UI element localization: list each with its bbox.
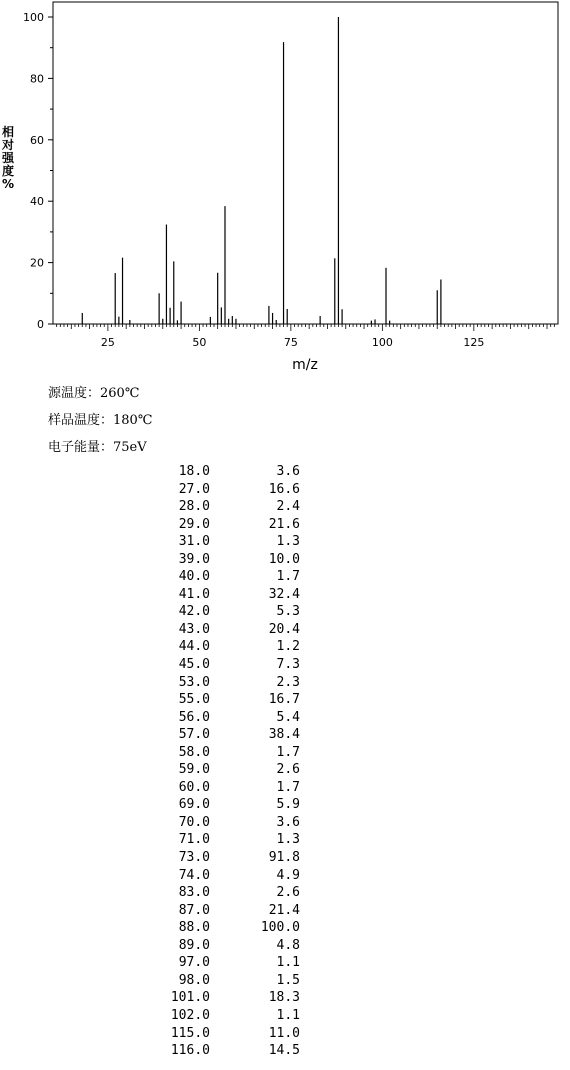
peak-row <box>150 937 310 955</box>
y-axis-ticks <box>23 11 53 331</box>
x-tick-label: 100 <box>371 336 393 349</box>
peak-mz: 60.0 <box>178 779 210 795</box>
peak-row <box>150 849 310 867</box>
y-tick-label: 20 <box>30 256 44 270</box>
peak-abundance: 1.3 <box>276 534 300 550</box>
peak-abundance: 11.0 <box>268 1025 300 1041</box>
peak-row <box>150 516 310 534</box>
peak-abundance: 21.6 <box>268 516 300 532</box>
peak-row <box>150 533 310 551</box>
peak-abundance: 1.1 <box>276 1007 300 1023</box>
peak-row <box>150 621 310 639</box>
condition-value: 75eV <box>113 440 147 455</box>
condition-label: 源温度： <box>48 386 101 401</box>
peak-abundance: 18.3 <box>268 990 300 1006</box>
peak-mz: 58.0 <box>178 744 210 760</box>
condition-label: 样品温度： <box>48 413 114 428</box>
peak-mz: 27.0 <box>178 481 210 497</box>
x-tick-label: 50 <box>192 336 207 349</box>
peak-row <box>150 1007 310 1025</box>
sample-temperature <box>48 413 152 429</box>
condition-value: 260℃ <box>100 386 140 401</box>
peak-abundance: 4.9 <box>276 867 300 883</box>
peak-row <box>150 796 310 814</box>
peak-row <box>150 972 310 990</box>
peak-row <box>150 761 310 779</box>
peak-mz: 29.0 <box>178 516 210 532</box>
peak-abundance: 21.4 <box>268 902 300 918</box>
x-tick-label: 75 <box>283 336 298 349</box>
peak-mz: 73.0 <box>178 850 210 866</box>
peak-mz: 28.0 <box>178 499 210 515</box>
peak-row <box>150 498 310 516</box>
mass-spectrum-chart <box>0 0 570 380</box>
peak-row <box>150 1025 310 1043</box>
peak-row <box>150 463 310 481</box>
peak-abundance: 1.5 <box>276 972 300 988</box>
peak-abundance: 16.6 <box>268 481 300 497</box>
peak-abundance: 1.1 <box>276 955 300 971</box>
peak-mz: 31.0 <box>178 534 210 550</box>
peak-mz: 42.0 <box>178 604 210 620</box>
peak-mz: 39.0 <box>178 551 210 567</box>
peak-row <box>150 744 310 762</box>
y-axis-label-char: 相 <box>1 125 14 139</box>
x-axis-label: m/z <box>292 357 318 373</box>
y-axis-label-char: 度 <box>1 164 14 178</box>
peak-mz: 41.0 <box>178 586 210 602</box>
peak-list <box>150 463 310 1060</box>
peak-mz: 74.0 <box>178 867 210 883</box>
peak-mz: 57.0 <box>178 727 210 743</box>
y-tick-label: 60 <box>30 133 44 147</box>
peak-row <box>150 884 310 902</box>
peak-abundance: 1.2 <box>276 639 300 655</box>
peak-row <box>150 831 310 849</box>
peak-abundance: 20.4 <box>268 621 300 637</box>
y-tick-label: 40 <box>30 195 44 209</box>
electron-energy <box>48 440 147 456</box>
peak-mz: 59.0 <box>178 762 210 778</box>
peak-row <box>150 551 310 569</box>
peak-mz: 87.0 <box>178 902 210 918</box>
y-axis-label <box>0 126 16 191</box>
peak-mz: 56.0 <box>178 709 210 725</box>
y-axis-label-char: % <box>1 177 15 191</box>
x-tick-label: 25 <box>100 336 115 349</box>
peak-abundance: 16.7 <box>268 692 300 708</box>
peak-row <box>150 638 310 656</box>
peak-mz: 40.0 <box>178 569 210 585</box>
peak-row <box>150 989 310 1007</box>
peak-mz: 71.0 <box>178 832 210 848</box>
peak-row <box>150 656 310 674</box>
peak-abundance: 2.3 <box>276 674 300 690</box>
peak-mz: 45.0 <box>178 657 210 673</box>
peak-row <box>150 709 310 727</box>
peak-abundance: 14.5 <box>268 1043 300 1059</box>
peak-mz: 55.0 <box>178 692 210 708</box>
peak-abundance: 5.3 <box>276 604 300 620</box>
peak-abundance: 3.6 <box>276 814 300 830</box>
peak-abundance: 1.3 <box>276 832 300 848</box>
y-axis-label-char: 强 <box>1 151 14 165</box>
peak-abundance: 10.0 <box>268 551 300 567</box>
peak-row <box>150 1042 310 1060</box>
peak-abundance: 4.8 <box>276 937 300 953</box>
peak-mz: 83.0 <box>178 885 210 901</box>
peak-mz: 43.0 <box>178 621 210 637</box>
peak-abundance: 3.6 <box>276 464 300 479</box>
condition-label: 电子能量： <box>48 440 114 455</box>
peak-abundance: 1.7 <box>276 779 300 795</box>
peak-mz: 102.0 <box>170 1007 210 1023</box>
peak-row <box>150 814 310 832</box>
y-tick-label: 0 <box>37 318 44 331</box>
peak-row <box>150 779 310 797</box>
peak-abundance: 100.0 <box>260 920 300 936</box>
peak-mz: 18.0 <box>178 464 210 479</box>
peak-row <box>150 481 310 499</box>
peak-mz: 53.0 <box>178 674 210 690</box>
peak-row <box>150 603 310 621</box>
peak-abundance: 32.4 <box>268 586 300 602</box>
peak-row <box>150 726 310 744</box>
peak-row <box>150 586 310 604</box>
y-tick-label: 100 <box>23 11 44 24</box>
peak-mz: 69.0 <box>178 797 210 813</box>
y-axis-label-char: 对 <box>1 138 14 152</box>
peak-mz: 70.0 <box>178 814 210 830</box>
peak-row <box>150 919 310 937</box>
peak-abundance: 5.9 <box>276 797 300 813</box>
peak-row <box>150 568 310 586</box>
plot-frame <box>53 2 558 324</box>
peak-abundance: 7.3 <box>276 657 300 673</box>
peak-abundance: 1.7 <box>276 569 300 585</box>
peak-row <box>150 691 310 709</box>
x-axis-ticks <box>57 324 555 349</box>
peak-mz: 101.0 <box>170 990 210 1006</box>
peak-row <box>150 674 310 692</box>
peak-mz: 44.0 <box>178 639 210 655</box>
y-tick-label: 80 <box>30 72 44 86</box>
peak-mz: 89.0 <box>178 937 210 953</box>
peak-abundance: 2.6 <box>276 885 300 901</box>
peak-abundance: 5.4 <box>276 709 300 725</box>
source-temperature <box>48 386 139 402</box>
peak-mz: 116.0 <box>170 1043 210 1059</box>
peak-row <box>150 867 310 885</box>
peak-row <box>150 954 310 972</box>
spectrum-peaks <box>82 17 441 324</box>
peak-mz: 88.0 <box>178 920 210 936</box>
peak-mz: 115.0 <box>170 1025 210 1041</box>
peak-abundance: 2.4 <box>276 499 300 515</box>
peak-abundance: 1.7 <box>276 744 300 760</box>
peak-abundance: 91.8 <box>268 850 300 866</box>
peak-row <box>150 902 310 920</box>
peak-mz: 97.0 <box>178 955 210 971</box>
condition-value: 180℃ <box>113 413 153 428</box>
x-tick-label: 125 <box>463 336 485 349</box>
peak-abundance: 2.6 <box>276 762 300 778</box>
peak-abundance: 38.4 <box>268 727 300 743</box>
peak-mz: 98.0 <box>178 972 210 988</box>
